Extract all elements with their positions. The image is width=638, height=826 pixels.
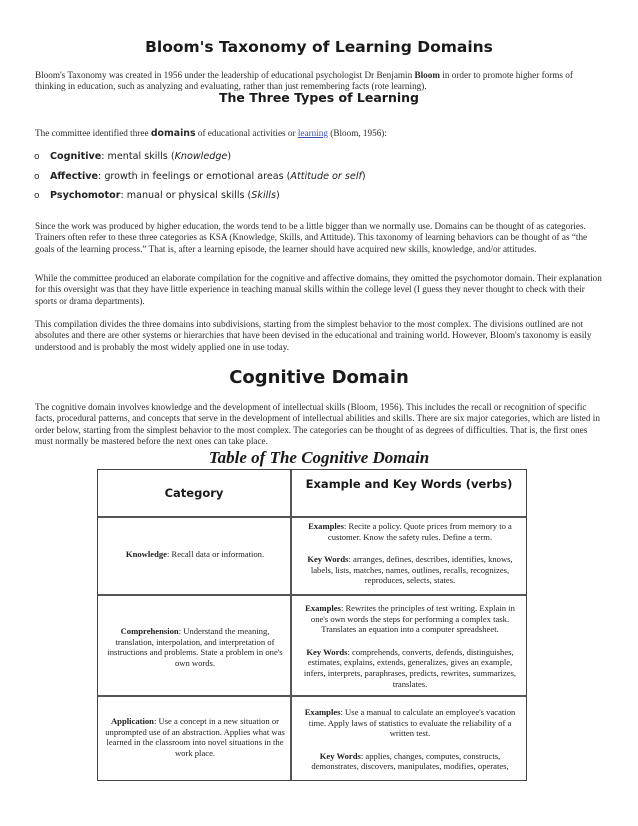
bullet-marker: o xyxy=(34,171,40,182)
domain-name: Cognitive xyxy=(50,151,102,162)
category-label: Knowledge xyxy=(125,549,167,559)
keywords-text xyxy=(296,751,524,772)
category-label: Application xyxy=(110,716,154,726)
cognitive-heading: Cognitive Domain xyxy=(229,367,409,388)
examples-body: : Recite a policy. Quote prices from memory to a customer. Know the safety rules. Define a term. xyxy=(327,521,512,542)
examples-label: Examples xyxy=(305,603,341,613)
examples-text xyxy=(296,521,524,542)
domains-intro-paragraph xyxy=(35,128,603,139)
cognitive-domain-table xyxy=(97,469,527,781)
row-divider xyxy=(98,594,526,596)
intro-bold-name: Bloom xyxy=(414,70,441,80)
keywords-text xyxy=(296,647,524,689)
row-divider xyxy=(98,516,526,518)
example-cell xyxy=(296,603,524,689)
keywords-label: Key Words xyxy=(319,750,361,761)
paragraph-subdivisions: This compilation divides the three domains into subdivisions, starting from the simplest behavior to the most complex. The divisions outlined are not absolutes and there are other systems or hierarchies that have been devised in the educational and training world. However, Bloom's taxonomy is easily understood and is probably the most widely applied one in use today. xyxy=(35,319,592,352)
domains-intro-bold: domains xyxy=(150,128,196,139)
row-divider xyxy=(98,695,526,697)
examples-text xyxy=(296,603,524,635)
section-subtitle: The Three Types of Learning xyxy=(218,90,419,105)
examples-text xyxy=(296,707,524,739)
domain-end: ) xyxy=(361,170,366,182)
category-text: : Recall data or information. xyxy=(166,549,265,559)
intro-rest: in order to promote higher forms of thinking in education, such as analyzing and evaluating, rather than just remembering facts (rote learning). xyxy=(35,70,573,92)
domain-desc: : mental skills ( xyxy=(101,151,175,162)
domain-desc: : growth in feelings or emotional areas ( xyxy=(98,170,291,182)
list-item xyxy=(34,150,594,170)
paragraph-psychomotor: While the committee produced an elaborate compilation for the cognitive and affective domains, they omitted the psychomotor domain. Their explanation for this oversight was that they have little experience in teaching manual skills within the college level (I guess they never thought to check with their sports or drama departments). xyxy=(35,273,602,306)
bullet-marker: o xyxy=(34,191,40,201)
example-cell xyxy=(296,521,524,586)
domains-intro-after: (Bloom, 1956): xyxy=(327,128,387,138)
category-text: : Use a concept in a new situation or unprompted use of an abstraction. Applies what was learned in the classroom into novel situations in the work place. xyxy=(105,716,285,758)
learning-link[interactable]: learning xyxy=(297,128,328,138)
examples-body: : Rewrites the principles of test writing. Explain in one's own words the steps for performing a complex task. Translates an equation into a computer spreadsheet. xyxy=(310,603,515,635)
domain-name: Affective xyxy=(50,170,99,182)
table-title: Table of The Cognitive Domain xyxy=(208,448,430,467)
domains-list xyxy=(34,150,594,209)
domain-tag: Skills xyxy=(251,190,276,201)
category-text: : Understand the meaning, translation, interpolation, and interpretation of instructions and problems. State a problem in one's own words. xyxy=(107,626,283,668)
keywords-body: : applies, changes, computes, constructs, demonstrates, discovers, manipulates, modifies, operates, xyxy=(311,750,509,772)
list-item xyxy=(34,170,594,190)
examples-body: : Use a manual to calculate an employee's vacation time. Apply laws of statistics to evaluate the reliability of a written test. xyxy=(308,707,516,739)
intro-text: Bloom's Taxonomy was created in 1956 under the leadership of educational psychologist Dr Benjamin xyxy=(35,70,415,80)
header-category: Category xyxy=(164,486,224,500)
paragraph-ksa: Since the work was produced by higher education, the words tend to be a little bigger than we normally use. Domains can be thought of as categories. Trainers often refer to these three categories as KSA (Knowledge, Skills, and Attitude). This taxonomy of learning behaviors can be thought of as “the goals of the learning process.” That is, after a learning episode, the learner should have acquired new skills, knowledge, and/or attitudes. xyxy=(35,221,588,254)
keywords-body: : arranges, defines, describes, identifies, knows, labels, lists, matches, names, outlines, recalls, recognizes, reproduces, selects, states. xyxy=(310,554,513,586)
domain-name: Psychomotor xyxy=(50,190,121,201)
example-cell xyxy=(296,707,524,772)
domain-tag: Knowledge xyxy=(174,151,228,162)
examples-label: Examples xyxy=(308,521,344,531)
table-row xyxy=(102,549,288,560)
domain-tag: Attitude or self xyxy=(290,170,362,182)
domain-end: ) xyxy=(275,190,280,201)
table-row xyxy=(102,716,288,758)
keywords-label: Key Words xyxy=(306,646,348,657)
table-row xyxy=(102,626,288,668)
domains-intro-middle: of educational activities or xyxy=(195,128,298,138)
page-title: Bloom's Taxonomy of Learning Domains xyxy=(145,38,493,56)
list-item xyxy=(34,189,594,209)
category-label: Comprehension xyxy=(120,626,179,636)
header-example: Example and Key Words (verbs) xyxy=(305,477,513,491)
keywords-text xyxy=(296,554,524,586)
examples-label: Examples xyxy=(304,707,341,717)
domain-desc: : manual or physical skills ( xyxy=(120,190,252,201)
keywords-label: Key Words xyxy=(307,554,349,565)
domains-intro-before: The committee identified three xyxy=(35,128,151,138)
bullet-marker: o xyxy=(34,152,40,162)
domain-end: ) xyxy=(227,151,232,162)
keywords-body: : comprehends, converts, defends, distinguishes, estimates, explains, extends, generalizes, gives an example, infers, interprets, paraphrases, predicts, rewrites, summarizes, translates. xyxy=(303,646,517,689)
cognitive-intro-paragraph: The cognitive domain involves knowledge and the development of intellectual skills (Bloom, 1956). This includes the recall or recognition of specific facts, procedural patterns, and concepts that serve in the development of intellectual abilities and skills. There are six major categories, which are listed in order below, starting from the simplest behavior to the most complex. The categories can be thought of as degrees of difficulties. That is, the first ones must normally be mastered before the next ones can take place. xyxy=(35,402,600,447)
